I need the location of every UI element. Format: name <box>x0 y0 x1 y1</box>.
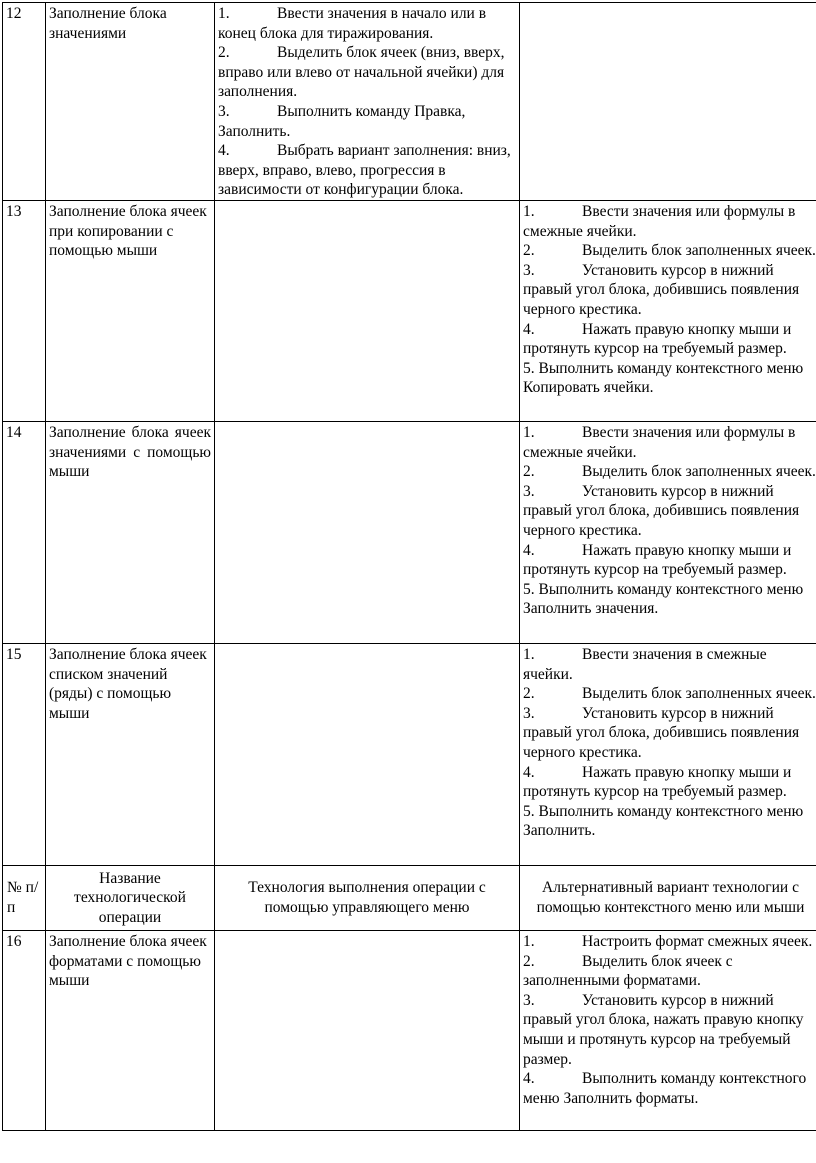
step-item <box>218 102 516 141</box>
step-text: Выбрать вариант заполнения: вниз, вверх, вправо, влево, прогрессия в зависимости от конфигурации блока. <box>218 142 511 199</box>
step-text: Ввести значения или формулы в смежные ячейки. <box>523 202 796 240</box>
step-item <box>523 991 816 1069</box>
step-item <box>523 241 816 261</box>
step-number: 3. <box>523 261 535 279</box>
step-item <box>523 1069 816 1108</box>
step-number: 2. <box>523 242 535 260</box>
menu-technology-cell <box>215 421 520 643</box>
step-number: 4. <box>523 763 535 781</box>
step-text: 5. Выполнить команду контекстного меню Заполнить. <box>523 802 804 840</box>
step-text: Выполнить команду контекстного меню Заполнить форматы. <box>523 1070 807 1107</box>
step-item <box>523 359 816 398</box>
operations-table <box>2 2 816 1131</box>
header-alt-technology: Альтернативный вариант технологии с помощью контекстного меню или мыши <box>520 865 816 930</box>
step-item <box>523 684 816 704</box>
step-item <box>523 802 816 841</box>
step-number: 1. <box>523 645 535 663</box>
alt-technology-cell <box>520 200 816 421</box>
row-number: 14 <box>3 421 46 643</box>
row-number: 12 <box>3 3 46 201</box>
step-text: Нажать правую кнопку мыши и протянуть курсор на требуемый размер. <box>523 541 792 579</box>
table-row <box>3 3 816 201</box>
header-number: № п/п <box>3 865 46 930</box>
step-text: Выделить блок заполненных ячеек. <box>582 242 816 260</box>
step-item <box>218 141 516 200</box>
step-number: 1. <box>523 202 535 220</box>
menu-technology-cell <box>215 200 520 421</box>
step-number: 3. <box>523 991 535 1009</box>
step-text: Ввести значения или формулы в смежные ячейки. <box>523 423 796 461</box>
step-text: Выделить блок заполненных ячеек. <box>582 463 816 481</box>
step-item <box>218 4 516 43</box>
operation-name: Заполнение блока ячеек списком значений (ряды) с помощью мыши <box>46 643 215 865</box>
step-text: Установить курсор в нижний правый угол блока, добившись появления черного крестика. <box>523 482 800 539</box>
table-row <box>3 643 816 865</box>
step-text: Выполнить команду Правка, Заполнить. <box>218 102 466 140</box>
header-operation-name: Название технологической операции <box>46 865 215 930</box>
step-text: 5. Выполнить команду контекстного меню Копировать ячейки. <box>523 359 804 397</box>
step-number: 4. <box>523 1070 535 1088</box>
step-number: 1. <box>523 932 535 950</box>
operation-name: Заполнение блока значениями <box>46 3 215 201</box>
operation-name: Заполнение блока ячеек значениями с помощью мыши <box>46 421 215 643</box>
step-item <box>523 952 816 991</box>
step-item <box>523 261 816 320</box>
alt-technology-cell <box>520 643 816 865</box>
step-number: 3. <box>523 704 535 722</box>
menu-technology-cell <box>215 3 520 201</box>
operation-name: Заполнение блока ячеек форматами с помощью мыши <box>46 930 215 1130</box>
step-text: Выделить блок ячеек (вниз, вверх, вправо или влево от начальной ячейки) для заполнения. <box>218 44 505 101</box>
menu-technology-cell <box>215 930 520 1130</box>
step-text: Ввести значения в смежные ячейки. <box>523 645 767 683</box>
table-row <box>3 200 816 421</box>
step-item <box>523 932 816 952</box>
step-number: 3. <box>523 482 535 500</box>
step-item <box>523 320 816 359</box>
step-number: 3. <box>218 102 230 120</box>
step-number: 4. <box>523 320 535 338</box>
table-row <box>3 930 816 1130</box>
step-text: Установить курсор в нижний правый угол блока, добившись появления черного крестика. <box>523 704 800 761</box>
step-item <box>523 462 816 482</box>
step-number: 2. <box>523 463 535 481</box>
menu-technology-cell <box>215 643 520 865</box>
step-text: Установить курсор в нижний правый угол блока, добившись появления черного крестика. <box>523 261 800 318</box>
step-text: Нажать правую кнопку мыши и протянуть курсор на требуемый размер. <box>523 763 792 801</box>
step-item <box>523 763 816 802</box>
step-item <box>523 202 816 241</box>
step-item <box>523 482 816 541</box>
step-number: 4. <box>523 541 535 559</box>
step-number: 2. <box>523 952 535 970</box>
step-item <box>218 43 516 102</box>
operation-name: Заполнение блока ячеек при копировании с помощью мыши <box>46 200 215 421</box>
step-text: 5. Выполнить команду контекстного меню Заполнить значения. <box>523 580 804 618</box>
step-number: 1. <box>523 423 535 441</box>
step-text: Установить курсор в нижний правый угол блока, нажать правую кнопку мыши и протянуть курсор на требуемый размер. <box>523 991 804 1068</box>
step-number: 2. <box>523 685 535 703</box>
step-text: Настроить формат смежных ячеек. <box>582 932 813 950</box>
step-text: Выделить блок заполненных ячеек. <box>582 685 816 703</box>
step-item <box>523 645 816 684</box>
step-item <box>523 423 816 462</box>
step-item <box>523 580 816 619</box>
alt-technology-cell <box>520 421 816 643</box>
step-number: 2. <box>218 44 230 62</box>
table-header-row <box>3 865 816 930</box>
step-text: Нажать правую кнопку мыши и протянуть курсор на требуемый размер. <box>523 320 792 358</box>
alt-technology-cell <box>520 930 816 1130</box>
step-text: Выделить блок ячеек с заполненными форматами. <box>523 952 733 990</box>
header-menu-technology: Технология выполнения операции с помощью управляющего меню <box>215 865 520 930</box>
row-number: 15 <box>3 643 46 865</box>
row-number: 13 <box>3 200 46 421</box>
step-item <box>523 704 816 763</box>
step-number: 1. <box>218 5 230 22</box>
table-row <box>3 421 816 643</box>
step-text: Ввести значения в начало или в конец блока для тиражирования. <box>218 5 487 42</box>
row-number: 16 <box>3 930 46 1130</box>
step-item <box>523 541 816 580</box>
alt-technology-cell <box>520 3 816 201</box>
step-number: 4. <box>218 142 230 160</box>
